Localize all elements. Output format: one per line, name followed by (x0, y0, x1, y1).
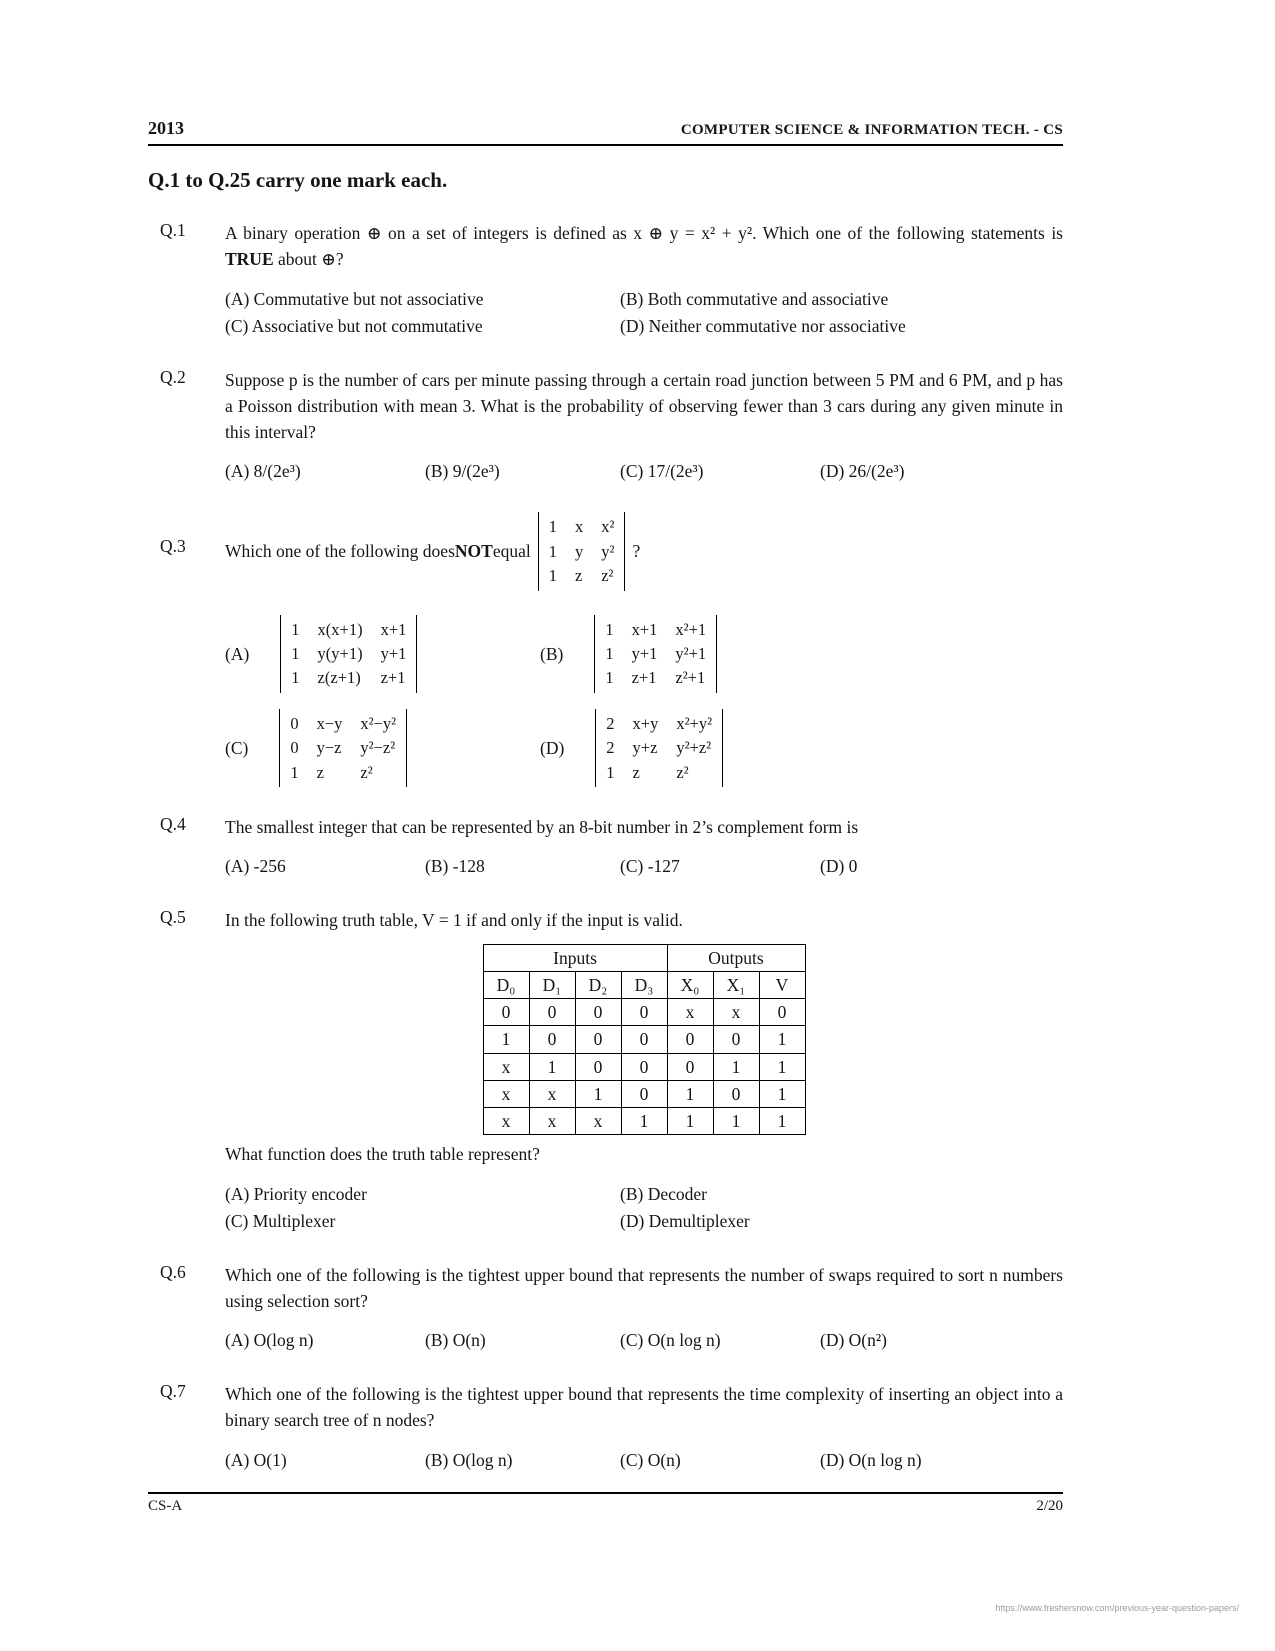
cell: z (574, 566, 583, 586)
cell: 0 (713, 1026, 759, 1053)
cell: y²+1 (675, 644, 707, 663)
col-header: D₁ (529, 971, 575, 998)
cell: 0 (713, 1080, 759, 1107)
question-q6 (148, 1262, 1063, 1355)
q7-options (225, 1447, 1063, 1474)
footer-page-number: 2/20 (1036, 1498, 1063, 1514)
q7-text: Which one of the following is the tightest upper bound that represents the time complexity of inserting an object into a binary search tree of n nodes? (225, 1384, 1063, 1431)
cell: 1 (759, 1026, 805, 1053)
question-q5 (148, 907, 1063, 1234)
cell: x (667, 999, 713, 1026)
cell: y(y+1) (317, 644, 363, 663)
cell: x (483, 1108, 529, 1135)
q6-option-a: (A) O(log n) (225, 1330, 314, 1351)
q5-text: In the following truth table, V = 1 if and only if the input is valid. (225, 910, 683, 931)
q7-number: Q.7 (160, 1381, 186, 1402)
cell: 1 (759, 1080, 805, 1107)
cell: 1 (529, 1053, 575, 1080)
col-header: X₁ (713, 971, 759, 998)
cell: y (574, 541, 584, 561)
cell: 0 (529, 1026, 575, 1053)
cell: 1 (548, 541, 557, 561)
q3-option-a-matrix (280, 615, 417, 693)
q1-options (225, 286, 1063, 340)
q4-option-a: (A) -256 (225, 856, 286, 877)
q4-number: Q.4 (160, 814, 186, 835)
cell: 1 (548, 566, 557, 586)
cell: y+1 (631, 644, 658, 663)
q5-option-b: (B) Decoder (620, 1183, 707, 1204)
q3-option-d-label: (D) (540, 737, 565, 758)
q1-option-c: (C) Associative but not commutative (225, 315, 483, 336)
table-row (483, 1108, 805, 1135)
q1-text-post: about ⊕? (273, 249, 344, 270)
cell: 1 (291, 668, 300, 688)
q3-text (225, 512, 1063, 590)
col-header: D₃ (621, 971, 667, 998)
question-q2 (148, 367, 1063, 486)
q3-option-b-label: (B) (540, 643, 564, 664)
q3-determinant-matrix (538, 512, 626, 590)
q3-text-mid: equal (492, 541, 531, 562)
cell: z² (601, 566, 614, 586)
question-q4 (148, 814, 1063, 880)
cell: 1 (667, 1108, 713, 1135)
q6-option-c: (C) O(n log n) (620, 1330, 721, 1351)
q4-option-b: (B) -128 (425, 856, 485, 877)
cell: 1 (290, 762, 299, 782)
cell: 0 (621, 1053, 667, 1080)
q2-text: Suppose p is the number of cars per minute passing through a certain road junction between 5 PM and 6 PM, and p has a Poisson distribution with mean 3. What is the probability of observing fewer than 3 cars during any given minute in this interval? (225, 369, 1063, 442)
cell: 1 (759, 1053, 805, 1080)
cell: x (529, 1080, 575, 1107)
col-header: V (759, 971, 805, 998)
cell: x (483, 1053, 529, 1080)
q3-bold-word: NOT (454, 541, 493, 562)
q5-number: Q.5 (160, 907, 186, 928)
q3-text-suffix: ? (632, 541, 641, 562)
question-q3 (148, 512, 1063, 787)
col-header: X₀ (667, 971, 713, 998)
cell: 0 (667, 1026, 713, 1053)
cell: z²+1 (675, 668, 706, 688)
cell: z² (676, 762, 689, 782)
q3-option-a-label: (A) (225, 643, 250, 664)
cell: 0 (290, 738, 299, 758)
cell: y+1 (380, 644, 407, 663)
cell: 1 (713, 1108, 759, 1135)
page-footer (148, 1492, 1063, 1515)
q7-option-b: (B) O(log n) (425, 1449, 513, 1470)
cell: 1 (621, 1108, 667, 1135)
cell: y²−z² (360, 738, 396, 758)
q1-option-b: (B) Both commutative and associative (620, 288, 889, 309)
cell: z+1 (380, 668, 406, 688)
page-header (148, 118, 1063, 146)
q1-number: Q.1 (160, 220, 186, 240)
q4-option-c: (C) -127 (620, 856, 680, 877)
q1-bold-word: TRUE (225, 249, 274, 270)
q3-option-a (225, 615, 540, 693)
q5-text2: What function does the truth table represent? (225, 1144, 540, 1165)
q2-options (225, 458, 1063, 485)
q4-option-d: (D) 0 (820, 856, 858, 877)
q1-option-d: (D) Neither commutative nor associative (620, 315, 906, 336)
q3-number: Q.3 (160, 536, 186, 557)
q6-text: Which one of the following is the tightest upper bound that represents the number of swaps required to sort n numbers using selection sort? (225, 1264, 1063, 1311)
cell: x (529, 1108, 575, 1135)
cell: 1 (667, 1080, 713, 1107)
cell: z (632, 762, 640, 782)
cell: z² (360, 762, 373, 782)
cell: x² (601, 517, 615, 537)
q1-text-pre: A binary operation ⊕ on a set of integers is defined as x ⊕ y = x² + y². Which one of the following statements is (225, 223, 1063, 243)
q3-option-c-matrix (279, 709, 407, 787)
cell: 0 (529, 999, 575, 1026)
q5-option-c: (C) Multiplexer (225, 1210, 336, 1231)
q2-option-b: (B) 9/(2e³) (425, 461, 500, 482)
cell: 2 (606, 713, 615, 733)
q2-option-c: (C) 17/(2e³) (620, 461, 704, 482)
table-row (483, 1080, 805, 1107)
q7-option-d: (D) O(n log n) (820, 1449, 922, 1470)
cell: x²−y² (360, 713, 397, 733)
q4-options (225, 853, 1063, 880)
q2-option-d: (D) 26/(2e³) (820, 461, 905, 482)
truth-table (483, 944, 806, 1136)
cell: y−z (316, 738, 342, 758)
cell: z(z+1) (317, 668, 361, 688)
table-row (483, 999, 805, 1026)
cell: x (483, 1080, 529, 1107)
q5-options (225, 1181, 1063, 1235)
q3-option-c (225, 709, 540, 787)
col-header: D₂ (575, 971, 621, 998)
cell: y+z (632, 738, 658, 758)
cell: 1 (291, 644, 300, 663)
table-row (483, 1026, 805, 1053)
q7-option-a: (A) O(1) (225, 1449, 287, 1470)
q3-option-d-matrix (595, 709, 723, 787)
cell: x+1 (631, 619, 658, 639)
cell: 1 (291, 619, 300, 639)
cell: 0 (621, 999, 667, 1026)
cell: y² (601, 541, 615, 561)
question-q7 (148, 1381, 1063, 1474)
header-year: 2013 (148, 118, 184, 138)
cell: 1 (605, 668, 614, 688)
cell: 1 (759, 1108, 805, 1135)
q6-options (225, 1327, 1063, 1354)
cell: 0 (483, 999, 529, 1026)
col-header: D₀ (483, 971, 529, 998)
q1-option-a: (A) Commutative but not associative (225, 288, 484, 309)
q5-option-a: (A) Priority encoder (225, 1183, 367, 1204)
cell: 1 (605, 619, 614, 639)
q3-option-b (540, 615, 724, 693)
q3-option-c-label: (C) (225, 737, 249, 758)
cell: 0 (290, 713, 299, 733)
q4-text: The smallest integer that can be represented by an 8-bit number in 2’s complement form is (225, 817, 859, 838)
q3-option-d (540, 709, 730, 787)
watermark-url: https://www.freshersnow.com/previous-year-question-papers/ (995, 1603, 1239, 1613)
cell: y²+z² (676, 738, 712, 758)
cell: 2 (606, 738, 615, 758)
section-heading: Q.1 to Q.25 carry one mark each. (148, 168, 448, 192)
cell: x(x+1) (317, 619, 363, 639)
q3-option-b-matrix (594, 615, 717, 693)
cell: 0 (621, 1080, 667, 1107)
cell: x+y (632, 713, 659, 733)
cell: x (713, 999, 759, 1026)
q3-options (225, 615, 1063, 788)
footer-paper-code: CS-A (148, 1498, 183, 1514)
cell: 0 (621, 1026, 667, 1053)
cell: 1 (606, 762, 615, 782)
cell: 0 (667, 1053, 713, 1080)
cell: x²+1 (675, 619, 707, 639)
truth-table-outputs-header: Outputs (667, 944, 805, 971)
cell: 1 (713, 1053, 759, 1080)
cell: 1 (605, 644, 614, 663)
q2-option-a: (A) 8/(2e³) (225, 461, 301, 482)
cell: 0 (575, 1053, 621, 1080)
table-row (483, 1053, 805, 1080)
q7-option-c: (C) O(n) (620, 1449, 681, 1470)
truth-table-inputs-header: Inputs (483, 944, 667, 971)
question-q1 (148, 220, 1063, 340)
q2-number: Q.2 (160, 366, 186, 387)
q3-text-pre: Which one of the following does (225, 541, 455, 562)
q5-option-d: (D) Demultiplexer (620, 1210, 750, 1231)
cell: 1 (575, 1080, 621, 1107)
cell: x−y (316, 713, 343, 733)
cell: 0 (575, 999, 621, 1026)
q1-text (225, 220, 1063, 273)
cell: x (575, 1108, 621, 1135)
cell: x²+y² (676, 713, 713, 733)
cell: 0 (575, 1026, 621, 1053)
cell: z (316, 762, 324, 782)
cell: 0 (759, 999, 805, 1026)
q6-number: Q.6 (160, 1261, 186, 1282)
cell: x+1 (380, 619, 407, 639)
header-title: COMPUTER SCIENCE & INFORMATION TECH. - CS (680, 122, 1063, 138)
cell: z+1 (631, 668, 657, 688)
q6-option-b: (B) O(n) (425, 1330, 486, 1351)
cell: 1 (483, 1026, 529, 1053)
q6-option-d: (D) O(n²) (820, 1330, 887, 1351)
cell: x (574, 517, 584, 537)
page-content (148, 118, 1063, 1474)
cell: 1 (548, 517, 557, 537)
